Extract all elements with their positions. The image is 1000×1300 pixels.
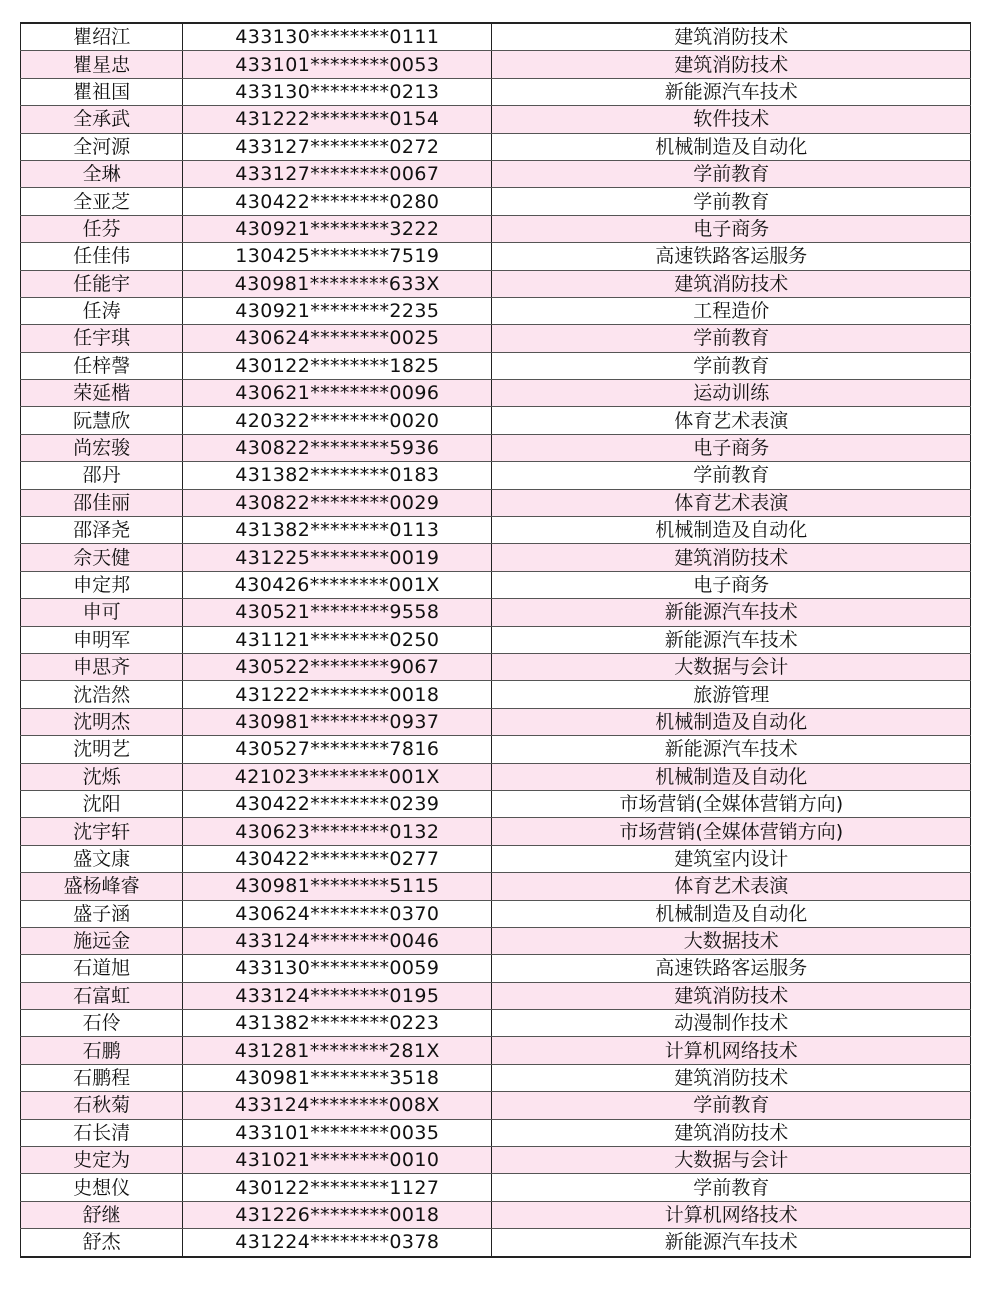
table-row — [21, 982, 971, 1009]
table-row — [21, 51, 971, 78]
major-cell: 学前教育 — [492, 1092, 971, 1119]
major-cell: 建筑消防技术 — [492, 51, 971, 78]
table-row — [21, 681, 971, 708]
student-name-cell: 尚宏骏 — [21, 434, 183, 461]
student-name-cell: 任宇琪 — [21, 325, 183, 352]
student-name-cell: 佘天健 — [21, 544, 183, 571]
id-number-cell: 430981********0937 — [183, 708, 492, 735]
id-number-cell: 431121********0250 — [183, 626, 492, 653]
table-row — [21, 708, 971, 735]
table-row — [21, 270, 971, 297]
id-number-cell: 433101********0035 — [183, 1119, 492, 1146]
table-row — [21, 489, 971, 516]
table-row — [21, 1092, 971, 1119]
table-row — [21, 1010, 971, 1037]
major-cell: 电子商务 — [492, 215, 971, 242]
major-cell: 动漫制作技术 — [492, 1010, 971, 1037]
student-name-cell: 石秋菊 — [21, 1092, 183, 1119]
major-cell: 建筑消防技术 — [492, 982, 971, 1009]
id-number-cell: 431021********0010 — [183, 1147, 492, 1174]
student-name-cell: 全承武 — [21, 106, 183, 133]
id-number-cell: 431224********0378 — [183, 1229, 492, 1257]
id-number-cell: 430422********0277 — [183, 845, 492, 872]
student-name-cell: 瞿祖国 — [21, 78, 183, 105]
student-name-cell: 石鹏 — [21, 1037, 183, 1064]
major-cell: 新能源汽车技术 — [492, 78, 971, 105]
id-number-cell: 430621********0096 — [183, 380, 492, 407]
major-cell: 体育艺术表演 — [492, 407, 971, 434]
table-row — [21, 1064, 971, 1091]
student-name-cell: 石鹏程 — [21, 1064, 183, 1091]
id-number-cell: 130425********7519 — [183, 243, 492, 270]
student-name-cell: 瞿绍江 — [21, 23, 183, 51]
id-number-cell: 430921********3222 — [183, 215, 492, 242]
id-number-cell: 430522********9067 — [183, 653, 492, 680]
major-cell: 机械制造及自动化 — [492, 708, 971, 735]
student-name-cell: 荣延楷 — [21, 380, 183, 407]
major-cell: 学前教育 — [492, 160, 971, 187]
student-roster-table — [20, 22, 971, 1258]
major-cell: 大数据与会计 — [492, 653, 971, 680]
id-number-cell: 431222********0018 — [183, 681, 492, 708]
student-name-cell: 任能宇 — [21, 270, 183, 297]
student-name-cell: 盛杨峰睿 — [21, 873, 183, 900]
major-cell: 工程造价 — [492, 297, 971, 324]
student-name-cell: 任涛 — [21, 297, 183, 324]
id-number-cell: 430921********2235 — [183, 297, 492, 324]
table-row — [21, 188, 971, 215]
major-cell: 机械制造及自动化 — [492, 763, 971, 790]
major-cell: 新能源汽车技术 — [492, 736, 971, 763]
student-name-cell: 沈烁 — [21, 763, 183, 790]
student-name-cell: 申思齐 — [21, 653, 183, 680]
id-number-cell: 431226********0018 — [183, 1201, 492, 1228]
student-name-cell: 沈浩然 — [21, 681, 183, 708]
id-number-cell: 430624********0370 — [183, 900, 492, 927]
student-name-cell: 沈明杰 — [21, 708, 183, 735]
id-number-cell: 431225********0019 — [183, 544, 492, 571]
table-row — [21, 407, 971, 434]
major-cell: 体育艺术表演 — [492, 873, 971, 900]
major-cell: 电子商务 — [492, 434, 971, 461]
table-row — [21, 927, 971, 954]
id-number-cell: 433124********0046 — [183, 927, 492, 954]
major-cell: 新能源汽车技术 — [492, 626, 971, 653]
student-name-cell: 沈宇轩 — [21, 818, 183, 845]
student-name-cell: 申明军 — [21, 626, 183, 653]
table-row — [21, 215, 971, 242]
table-row — [21, 78, 971, 105]
student-name-cell: 阮慧欣 — [21, 407, 183, 434]
id-number-cell: 430422********0280 — [183, 188, 492, 215]
major-cell: 新能源汽车技术 — [492, 599, 971, 626]
major-cell: 高速铁路客运服务 — [492, 955, 971, 982]
id-number-cell: 430981********5115 — [183, 873, 492, 900]
major-cell: 旅游管理 — [492, 681, 971, 708]
major-cell: 学前教育 — [492, 325, 971, 352]
major-cell: 计算机网络技术 — [492, 1201, 971, 1228]
major-cell: 新能源汽车技术 — [492, 1229, 971, 1257]
id-number-cell: 433124********0195 — [183, 982, 492, 1009]
id-number-cell: 430122********1825 — [183, 352, 492, 379]
id-number-cell: 433130********0059 — [183, 955, 492, 982]
table-row — [21, 790, 971, 817]
id-number-cell: 431222********0154 — [183, 106, 492, 133]
student-name-cell: 瞿星忠 — [21, 51, 183, 78]
student-name-cell: 舒杰 — [21, 1229, 183, 1257]
major-cell: 学前教育 — [492, 462, 971, 489]
id-number-cell: 431382********0113 — [183, 517, 492, 544]
table-row — [21, 626, 971, 653]
major-cell: 建筑消防技术 — [492, 270, 971, 297]
id-number-cell: 430122********1127 — [183, 1174, 492, 1201]
table-row — [21, 599, 971, 626]
id-number-cell: 433127********0067 — [183, 160, 492, 187]
table-row — [21, 462, 971, 489]
table-row — [21, 1229, 971, 1257]
table-row — [21, 763, 971, 790]
id-number-cell: 433101********0053 — [183, 51, 492, 78]
table-row — [21, 517, 971, 544]
id-number-cell: 421023********001X — [183, 763, 492, 790]
table-row — [21, 297, 971, 324]
id-number-cell: 433130********0111 — [183, 23, 492, 51]
student-name-cell: 石伶 — [21, 1010, 183, 1037]
id-number-cell: 430822********5936 — [183, 434, 492, 461]
id-number-cell: 430981********633X — [183, 270, 492, 297]
major-cell: 学前教育 — [492, 1174, 971, 1201]
id-number-cell: 430426********001X — [183, 571, 492, 598]
table-row — [21, 133, 971, 160]
student-name-cell: 申可 — [21, 599, 183, 626]
id-number-cell: 430624********0025 — [183, 325, 492, 352]
id-number-cell: 433124********008X — [183, 1092, 492, 1119]
table-row — [21, 434, 971, 461]
major-cell: 市场营销(全媒体营销方向) — [492, 790, 971, 817]
table-row — [21, 160, 971, 187]
student-name-cell: 全琳 — [21, 160, 183, 187]
id-number-cell: 430623********0132 — [183, 818, 492, 845]
student-name-cell: 邵泽尧 — [21, 517, 183, 544]
student-name-cell: 沈阳 — [21, 790, 183, 817]
id-number-cell: 433130********0213 — [183, 78, 492, 105]
id-number-cell: 430822********0029 — [183, 489, 492, 516]
table-row — [21, 955, 971, 982]
major-cell: 建筑消防技术 — [492, 23, 971, 51]
table-row — [21, 380, 971, 407]
major-cell: 计算机网络技术 — [492, 1037, 971, 1064]
major-cell: 电子商务 — [492, 571, 971, 598]
id-number-cell: 420322********0020 — [183, 407, 492, 434]
student-name-cell: 任梓謦 — [21, 352, 183, 379]
table-row — [21, 900, 971, 927]
major-cell: 机械制造及自动化 — [492, 517, 971, 544]
student-name-cell: 邵丹 — [21, 462, 183, 489]
id-number-cell: 430521********9558 — [183, 599, 492, 626]
table-row — [21, 23, 971, 51]
table-row — [21, 106, 971, 133]
id-number-cell: 430981********3518 — [183, 1064, 492, 1091]
student-name-cell: 舒继 — [21, 1201, 183, 1228]
table-row — [21, 653, 971, 680]
major-cell: 建筑消防技术 — [492, 1064, 971, 1091]
student-name-cell: 施远金 — [21, 927, 183, 954]
student-name-cell: 全亚芝 — [21, 188, 183, 215]
major-cell: 学前教育 — [492, 188, 971, 215]
table-row — [21, 845, 971, 872]
student-name-cell: 盛文康 — [21, 845, 183, 872]
id-number-cell: 431281********281X — [183, 1037, 492, 1064]
table-row — [21, 1174, 971, 1201]
table-row — [21, 873, 971, 900]
table-row — [21, 1201, 971, 1228]
student-name-cell: 盛子涵 — [21, 900, 183, 927]
table-row — [21, 325, 971, 352]
major-cell: 软件技术 — [492, 106, 971, 133]
major-cell: 建筑消防技术 — [492, 544, 971, 571]
table-row — [21, 544, 971, 571]
student-name-cell: 全河源 — [21, 133, 183, 160]
student-name-cell: 任佳伟 — [21, 243, 183, 270]
table-row — [21, 571, 971, 598]
student-name-cell: 沈明艺 — [21, 736, 183, 763]
student-name-cell: 邵佳丽 — [21, 489, 183, 516]
table-row — [21, 1119, 971, 1146]
major-cell: 体育艺术表演 — [492, 489, 971, 516]
id-number-cell: 433127********0272 — [183, 133, 492, 160]
id-number-cell: 431382********0183 — [183, 462, 492, 489]
student-name-cell: 史想仪 — [21, 1174, 183, 1201]
major-cell: 大数据与会计 — [492, 1147, 971, 1174]
table-row — [21, 243, 971, 270]
table-row — [21, 1147, 971, 1174]
major-cell: 市场营销(全媒体营销方向) — [492, 818, 971, 845]
major-cell: 建筑室内设计 — [492, 845, 971, 872]
major-cell: 运动训练 — [492, 380, 971, 407]
id-number-cell: 430422********0239 — [183, 790, 492, 817]
major-cell: 大数据技术 — [492, 927, 971, 954]
table-row — [21, 1037, 971, 1064]
student-name-cell: 申定邦 — [21, 571, 183, 598]
table-row — [21, 352, 971, 379]
id-number-cell: 431382********0223 — [183, 1010, 492, 1037]
student-name-cell: 石长清 — [21, 1119, 183, 1146]
student-name-cell: 石富虹 — [21, 982, 183, 1009]
roster-body — [21, 23, 971, 1257]
student-name-cell: 史定为 — [21, 1147, 183, 1174]
major-cell: 机械制造及自动化 — [492, 900, 971, 927]
id-number-cell: 430527********7816 — [183, 736, 492, 763]
table-row — [21, 736, 971, 763]
table-row — [21, 818, 971, 845]
major-cell: 学前教育 — [492, 352, 971, 379]
student-name-cell: 石道旭 — [21, 955, 183, 982]
major-cell: 建筑消防技术 — [492, 1119, 971, 1146]
student-name-cell: 任芬 — [21, 215, 183, 242]
major-cell: 高速铁路客运服务 — [492, 243, 971, 270]
major-cell: 机械制造及自动化 — [492, 133, 971, 160]
